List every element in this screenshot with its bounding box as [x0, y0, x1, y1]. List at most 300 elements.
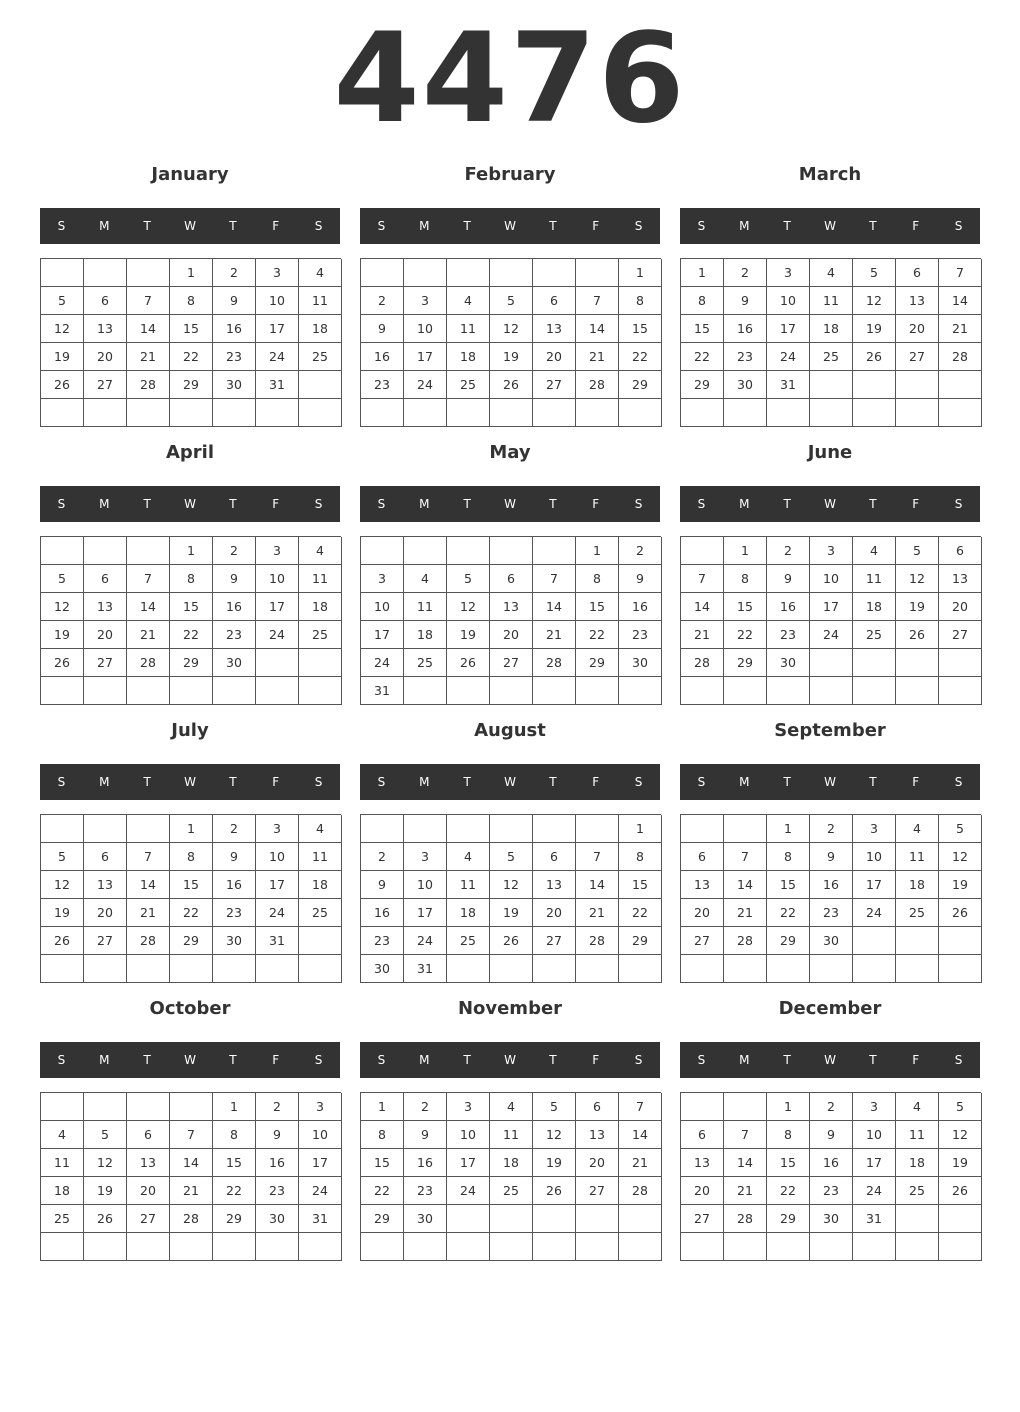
weekday-header [360, 764, 660, 800]
empty-cell [256, 955, 299, 983]
weekday-label: S [314, 775, 323, 789]
day-cell: 17 [767, 315, 810, 343]
day-cell: 25 [299, 899, 342, 927]
day-grid [680, 814, 981, 983]
day-cell: 13 [681, 871, 724, 899]
day-cell: 6 [533, 843, 576, 871]
day-cell: 15 [170, 315, 213, 343]
day-cell: 7 [939, 259, 982, 287]
day-cell: 23 [213, 899, 256, 927]
day-cell: 4 [299, 815, 342, 843]
empty-cell [619, 1205, 662, 1233]
day-cell: 18 [896, 871, 939, 899]
day-cell: 12 [533, 1121, 576, 1149]
weekday-label: W [824, 1053, 836, 1067]
empty-cell [127, 815, 170, 843]
day-cell: 24 [404, 927, 447, 955]
weekday-header [680, 764, 980, 800]
day-cell: 27 [84, 649, 127, 677]
empty-cell [490, 677, 533, 705]
empty-cell [41, 1093, 84, 1121]
weekday-label: S [377, 775, 386, 789]
empty-cell [127, 955, 170, 983]
empty-cell [447, 1205, 490, 1233]
weekday-label: M [739, 775, 750, 789]
empty-cell [896, 955, 939, 983]
day-cell: 3 [299, 1093, 342, 1121]
day-cell: 8 [170, 287, 213, 315]
weekday-header [360, 208, 660, 244]
day-cell: 19 [533, 1149, 576, 1177]
day-cell: 24 [299, 1177, 342, 1205]
weekday-label: S [634, 219, 643, 233]
empty-cell [533, 537, 576, 565]
weekday-label: F [592, 219, 600, 233]
day-cell: 7 [619, 1093, 662, 1121]
empty-cell [939, 677, 982, 705]
day-cell: 5 [896, 537, 939, 565]
day-cell: 9 [404, 1121, 447, 1149]
weekday-label: T [549, 219, 557, 233]
weekday-label: S [634, 1053, 643, 1067]
weekday-label: M [99, 219, 110, 233]
empty-cell [84, 537, 127, 565]
empty-cell [681, 677, 724, 705]
day-cell: 1 [767, 1093, 810, 1121]
empty-cell [767, 1233, 810, 1261]
weekday-label: S [314, 219, 323, 233]
day-cell: 1 [361, 1093, 404, 1121]
empty-cell [256, 1233, 299, 1261]
weekday-label: F [912, 775, 920, 789]
day-cell: 13 [533, 315, 576, 343]
day-cell: 2 [404, 1093, 447, 1121]
day-cell: 2 [767, 537, 810, 565]
day-cell: 20 [490, 621, 533, 649]
day-cell: 23 [767, 621, 810, 649]
day-cell: 16 [619, 593, 662, 621]
day-cell: 19 [939, 871, 982, 899]
empty-cell [939, 955, 982, 983]
day-cell: 30 [213, 927, 256, 955]
day-cell: 11 [299, 287, 342, 315]
weekday-label: T [869, 1053, 877, 1067]
empty-cell [810, 649, 853, 677]
weekday-label: W [504, 775, 516, 789]
day-cell: 7 [681, 565, 724, 593]
day-cell: 8 [576, 565, 619, 593]
day-cell: 9 [361, 315, 404, 343]
weekday-label: F [272, 775, 280, 789]
day-cell: 3 [256, 815, 299, 843]
day-cell: 18 [299, 315, 342, 343]
day-cell: 6 [490, 565, 533, 593]
day-cell: 7 [127, 565, 170, 593]
empty-cell [299, 927, 342, 955]
day-cell: 30 [724, 371, 767, 399]
day-cell: 26 [533, 1177, 576, 1205]
day-cell: 30 [256, 1205, 299, 1233]
empty-cell [810, 399, 853, 427]
empty-cell [404, 537, 447, 565]
day-cell: 27 [681, 1205, 724, 1233]
day-cell: 29 [361, 1205, 404, 1233]
day-grid [40, 814, 341, 983]
day-cell: 3 [256, 537, 299, 565]
day-cell: 18 [810, 315, 853, 343]
day-cell: 14 [939, 287, 982, 315]
day-cell: 19 [896, 593, 939, 621]
day-cell: 28 [170, 1205, 213, 1233]
day-cell: 13 [84, 315, 127, 343]
day-cell: 7 [170, 1121, 213, 1149]
day-cell: 11 [299, 843, 342, 871]
weekday-label: M [419, 775, 430, 789]
day-cell: 5 [447, 565, 490, 593]
day-cell: 15 [619, 871, 662, 899]
day-cell: 31 [256, 927, 299, 955]
weekday-label: T [869, 497, 877, 511]
day-cell: 26 [939, 1177, 982, 1205]
day-cell: 21 [724, 899, 767, 927]
empty-cell [404, 815, 447, 843]
day-cell: 19 [41, 343, 84, 371]
month-title: May [489, 442, 531, 463]
day-cell: 16 [404, 1149, 447, 1177]
weekday-label: T [869, 775, 877, 789]
empty-cell [170, 399, 213, 427]
day-cell: 8 [767, 843, 810, 871]
day-cell: 27 [533, 371, 576, 399]
day-cell: 19 [939, 1149, 982, 1177]
day-cell: 27 [84, 371, 127, 399]
day-cell: 4 [490, 1093, 533, 1121]
day-cell: 21 [127, 621, 170, 649]
empty-cell [213, 399, 256, 427]
month-title: September [774, 720, 886, 741]
empty-cell [447, 537, 490, 565]
day-cell: 5 [41, 565, 84, 593]
day-cell: 14 [533, 593, 576, 621]
weekday-label: S [314, 497, 323, 511]
empty-cell [724, 1093, 767, 1121]
day-cell: 26 [853, 343, 896, 371]
weekday-label: S [954, 775, 963, 789]
day-cell: 9 [810, 1121, 853, 1149]
empty-cell [299, 649, 342, 677]
day-cell: 5 [853, 259, 896, 287]
day-cell: 8 [619, 843, 662, 871]
day-cell: 13 [127, 1149, 170, 1177]
empty-cell [896, 1205, 939, 1233]
day-cell: 9 [213, 565, 256, 593]
day-cell: 15 [361, 1149, 404, 1177]
weekday-label: T [229, 497, 237, 511]
empty-cell [767, 399, 810, 427]
day-cell: 29 [767, 927, 810, 955]
empty-cell [576, 259, 619, 287]
day-cell: 10 [256, 565, 299, 593]
day-cell: 11 [896, 1121, 939, 1149]
day-cell: 20 [84, 343, 127, 371]
day-cell: 9 [256, 1121, 299, 1149]
empty-cell [853, 955, 896, 983]
empty-cell [447, 1233, 490, 1261]
empty-cell [84, 1233, 127, 1261]
empty-cell [681, 1093, 724, 1121]
day-cell: 17 [404, 343, 447, 371]
weekday-label: T [463, 219, 471, 233]
weekday-label: S [954, 1053, 963, 1067]
day-cell: 21 [170, 1177, 213, 1205]
day-cell: 25 [896, 1177, 939, 1205]
empty-cell [939, 649, 982, 677]
weekday-label: W [184, 775, 196, 789]
empty-cell [810, 371, 853, 399]
day-cell: 18 [404, 621, 447, 649]
empty-cell [256, 677, 299, 705]
day-cell: 26 [490, 927, 533, 955]
day-cell: 13 [490, 593, 533, 621]
empty-cell [170, 1093, 213, 1121]
empty-cell [533, 259, 576, 287]
day-grid [360, 1092, 661, 1261]
day-cell: 28 [939, 343, 982, 371]
day-cell: 28 [724, 927, 767, 955]
day-cell: 25 [810, 343, 853, 371]
day-cell: 7 [576, 843, 619, 871]
empty-cell [447, 259, 490, 287]
empty-cell [810, 955, 853, 983]
weekday-label: S [377, 219, 386, 233]
day-cell: 28 [576, 927, 619, 955]
day-cell: 5 [533, 1093, 576, 1121]
day-cell: 13 [939, 565, 982, 593]
day-cell: 18 [41, 1177, 84, 1205]
weekday-label: W [504, 1053, 516, 1067]
empty-cell [724, 1233, 767, 1261]
empty-cell [576, 955, 619, 983]
empty-cell [724, 815, 767, 843]
weekday-label: W [184, 1053, 196, 1067]
empty-cell [361, 399, 404, 427]
day-cell: 16 [810, 871, 853, 899]
empty-cell [299, 677, 342, 705]
day-cell: 6 [533, 287, 576, 315]
empty-cell [533, 955, 576, 983]
day-cell: 26 [41, 927, 84, 955]
day-cell: 15 [576, 593, 619, 621]
day-cell: 28 [576, 371, 619, 399]
empty-cell [681, 537, 724, 565]
weekday-label: M [99, 497, 110, 511]
day-cell: 31 [256, 371, 299, 399]
weekday-label: M [739, 1053, 750, 1067]
weekday-label: F [272, 1053, 280, 1067]
day-cell: 29 [576, 649, 619, 677]
empty-cell [84, 259, 127, 287]
day-cell: 27 [576, 1177, 619, 1205]
day-cell: 29 [767, 1205, 810, 1233]
empty-cell [41, 259, 84, 287]
weekday-label: F [912, 219, 920, 233]
day-cell: 10 [853, 1121, 896, 1149]
empty-cell [299, 955, 342, 983]
empty-cell [896, 399, 939, 427]
day-cell: 19 [84, 1177, 127, 1205]
day-cell: 1 [170, 259, 213, 287]
day-cell: 29 [170, 927, 213, 955]
day-cell: 2 [361, 843, 404, 871]
empty-cell [767, 677, 810, 705]
day-cell: 12 [41, 315, 84, 343]
weekday-label: W [824, 775, 836, 789]
empty-cell [810, 677, 853, 705]
day-cell: 10 [404, 871, 447, 899]
empty-cell [170, 1233, 213, 1261]
day-cell: 14 [681, 593, 724, 621]
day-cell: 17 [299, 1149, 342, 1177]
day-cell: 25 [299, 343, 342, 371]
day-cell: 12 [939, 1121, 982, 1149]
day-cell: 21 [576, 899, 619, 927]
day-cell: 1 [724, 537, 767, 565]
empty-cell [896, 649, 939, 677]
day-cell: 18 [447, 899, 490, 927]
empty-cell [490, 1205, 533, 1233]
day-cell: 28 [619, 1177, 662, 1205]
weekday-label: F [272, 497, 280, 511]
day-cell: 12 [853, 287, 896, 315]
empty-cell [576, 1233, 619, 1261]
day-cell: 14 [170, 1149, 213, 1177]
day-cell: 24 [853, 1177, 896, 1205]
day-cell: 9 [810, 843, 853, 871]
month-title: January [151, 164, 229, 185]
day-cell: 23 [213, 343, 256, 371]
empty-cell [681, 399, 724, 427]
day-cell: 20 [939, 593, 982, 621]
day-cell: 3 [447, 1093, 490, 1121]
weekday-header [360, 486, 660, 522]
day-cell: 20 [533, 343, 576, 371]
day-cell: 3 [256, 259, 299, 287]
empty-cell [404, 677, 447, 705]
weekday-label: W [184, 497, 196, 511]
day-cell: 11 [299, 565, 342, 593]
day-cell: 11 [447, 871, 490, 899]
empty-cell [533, 399, 576, 427]
empty-cell [127, 677, 170, 705]
empty-cell [853, 399, 896, 427]
weekday-label: S [57, 497, 66, 511]
empty-cell [170, 677, 213, 705]
day-cell: 14 [127, 871, 170, 899]
weekday-label: T [143, 497, 151, 511]
day-cell: 4 [810, 259, 853, 287]
day-cell: 25 [41, 1205, 84, 1233]
empty-cell [361, 537, 404, 565]
day-cell: 6 [127, 1121, 170, 1149]
day-cell: 3 [853, 815, 896, 843]
day-cell: 4 [41, 1121, 84, 1149]
empty-cell [619, 1233, 662, 1261]
day-cell: 15 [767, 1149, 810, 1177]
weekday-label: F [592, 497, 600, 511]
day-cell: 4 [299, 259, 342, 287]
empty-cell [619, 399, 662, 427]
day-cell: 24 [256, 343, 299, 371]
empty-cell [41, 815, 84, 843]
day-cell: 10 [256, 843, 299, 871]
weekday-label: W [504, 219, 516, 233]
day-cell: 14 [576, 871, 619, 899]
day-cell: 12 [447, 593, 490, 621]
empty-cell [84, 677, 127, 705]
day-cell: 1 [170, 815, 213, 843]
weekday-label: F [912, 497, 920, 511]
day-cell: 6 [896, 259, 939, 287]
day-cell: 22 [767, 1177, 810, 1205]
weekday-label: S [634, 497, 643, 511]
day-cell: 12 [84, 1149, 127, 1177]
empty-cell [41, 399, 84, 427]
day-cell: 1 [576, 537, 619, 565]
day-cell: 19 [490, 343, 533, 371]
day-cell: 4 [896, 1093, 939, 1121]
day-cell: 11 [447, 315, 490, 343]
empty-cell [490, 955, 533, 983]
day-cell: 12 [896, 565, 939, 593]
month-title: July [171, 720, 209, 741]
day-cell: 8 [767, 1121, 810, 1149]
day-cell: 19 [41, 621, 84, 649]
day-grid [360, 536, 661, 705]
day-cell: 26 [41, 371, 84, 399]
empty-cell [41, 677, 84, 705]
day-cell: 10 [767, 287, 810, 315]
day-cell: 21 [127, 343, 170, 371]
weekday-label: S [634, 775, 643, 789]
empty-cell [533, 1233, 576, 1261]
day-cell: 16 [361, 899, 404, 927]
weekday-label: S [697, 497, 706, 511]
empty-cell [213, 955, 256, 983]
month-title: March [798, 164, 862, 185]
day-cell: 10 [361, 593, 404, 621]
day-cell: 18 [447, 343, 490, 371]
empty-cell [533, 1205, 576, 1233]
empty-cell [127, 399, 170, 427]
empty-cell [84, 955, 127, 983]
day-cell: 12 [41, 593, 84, 621]
day-cell: 14 [724, 1149, 767, 1177]
empty-cell [896, 1233, 939, 1261]
day-cell: 21 [127, 899, 170, 927]
day-cell: 15 [170, 593, 213, 621]
empty-cell [447, 399, 490, 427]
day-cell: 17 [256, 315, 299, 343]
day-cell: 14 [619, 1121, 662, 1149]
day-cell: 25 [447, 927, 490, 955]
empty-cell [404, 259, 447, 287]
day-cell: 20 [681, 1177, 724, 1205]
day-cell: 29 [170, 649, 213, 677]
day-cell: 17 [361, 621, 404, 649]
day-cell: 18 [896, 1149, 939, 1177]
day-cell: 31 [853, 1205, 896, 1233]
empty-cell [896, 677, 939, 705]
